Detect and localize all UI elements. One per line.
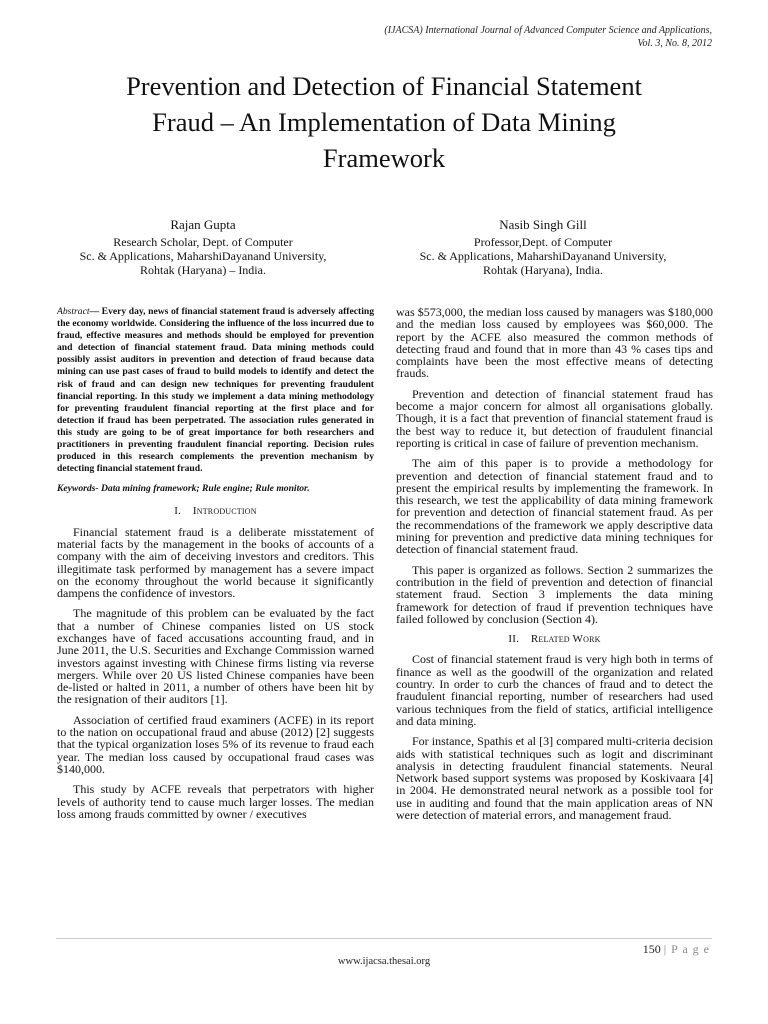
footer-divider — [56, 938, 712, 939]
author-affiliation-line: Research Scholar, Dept. of Computer — [113, 235, 293, 249]
author-block-1 — [38, 218, 368, 277]
body-paragraph: Prevention and detection of financial statement fraud has become a major concern for almost all organisations globally. Though, it is a fact that prevention of financial statement fraud is the best way to reduce it, but detection of fraudulent financial reporting is critical in case of failure of prevention mechanism. — [396, 386, 713, 450]
body-paragraph: The aim of this paper is to provide a methodology for prevention and detection of financial statement fraud and to present the empirical results by implementing the framework. In this research, we test the applicability of data mining framework for prevention and detection of financial statement fraud. As per the recommendations of the framework we apply descriptive data mining for prevention and predictive data mining techniques for detection of financial statement fraud. — [396, 456, 713, 557]
right-column — [396, 306, 713, 829]
author-name: Rajan Gupta — [170, 217, 236, 232]
abstract-label: Abstract — [57, 306, 90, 317]
body-paragraph: The magnitude of this problem can be evaluated by the fact that a number of Chinese companies listed on US stock exchanges have of faced accusations accounting fraud, and in June 2011, the U.S. Securities and Exchange Commission warned investors against investing with Chinese firms listing via reverse mergers. While over 20 US listed Chinese companies have been de-listed or halted in 2011, a number of others have been hit by the resignation of their auditors [1]. — [57, 606, 374, 707]
journal-volume: Vol. 3, No. 8, 2012 — [637, 38, 712, 49]
author-name: Nasib Singh Gill — [499, 217, 587, 232]
title-line-1: Prevention and Detection of Financial Statement — [126, 71, 642, 101]
page-number — [643, 942, 710, 957]
body-paragraph: Financial statement fraud is a deliberate misstatement of material facts by the management in the books of accounts of a company with the aim of deceiving investors and creditors. This illegitimate task performed by management has a severe impact on the economy throughout the world because it significantly dampens the confidence of investors. — [57, 524, 374, 601]
body-paragraph: This paper is organized as follows. Section 2 summarizes the contribution in the field of prevention and detection of financial statement fraud. Section 3 implements the data mining framework for detection of fraud if prevention techniques have failed followed by conclusion (Section 4). — [396, 562, 713, 626]
paper-title — [40, 68, 728, 176]
journal-name: (IJACSA) International Journal of Advanced Computer Science and Applications, — [384, 25, 712, 36]
journal-header — [384, 24, 712, 50]
keywords: Keywords- Data mining framework; Rule engine; Rule monitor. — [57, 483, 310, 495]
page-number-value: 150 — [642, 942, 661, 956]
body-paragraph: Cost of financial statement fraud is very high both in terms of finance as well as the goodwill of the organization and related country. In order to curb the chances of fraud and to detect the fraudulent financial reporting, number of researchers had used various techniques from the field of statics, artificial intelligence and data mining. — [396, 652, 713, 728]
abstract — [57, 306, 374, 475]
body-paragraph: was $573,000, the median loss caused by managers was $180,000 and the median loss caused by employees was $60,000. The report by the ACFE also measured the common methods of detecting fraud and found that in more than 43 % cases tips and complaints have been the most effective means of detecting frauds. — [396, 305, 713, 381]
left-column — [57, 306, 374, 828]
body-paragraph: This study by ACFE reveals that perpetrators with higher levels of authority tend to cause much larger losses. The median loss among frauds committed by owner / executives — [57, 782, 374, 821]
abstract-text: — Every day, news of financial statement fraud is adversely affecting the economy worldwide. Considering the influence of the loss incurred due to fraud, effective measures and methods should be employed for prevention and detection of financial statement fraud. Data mining methods could possibly assist auditors in prevention and detection of fraud because data mining can use past cases of fraud to build models to identify and detect the risk of fraud and can design new techniques for preventing fraudulent financial reporting. In this study we implement a data mining methodology for preventing fraudulent financial reporting at the first place and for detection if fraud has been perpetrated. The association rules generated in this study are going to be of great importance for both researchers and practitioners in preventing fraudulent financial reporting. Decision rules produced in this research complements the prevention mechanism by detecting financial statement fraud. — [57, 306, 374, 475]
author-affiliation-line: Rohtak (Haryana) – India. — [140, 263, 266, 277]
section-heading-introduction: I. Introduction — [174, 505, 257, 518]
author-affiliation-line: Sc. & Applications, MaharshiDayanand University, — [419, 249, 667, 263]
author-affiliation-line: Professor,Dept. of Computer — [473, 235, 613, 249]
author-affiliation-line: Sc. & Applications, MaharshiDayanand University, — [79, 249, 327, 263]
author-block-2 — [378, 218, 708, 277]
section-heading-related-work: II. Related Work — [508, 633, 601, 646]
title-line-2: Fraud – An Implementation of Data Mining — [152, 107, 616, 137]
journal-website: www.ijacsa.thesai.org — [337, 956, 431, 967]
body-paragraph: Association of certified fraud examiners (ACFE) in its report to the nation on occupational fraud and abuse (2012) [2] suggests that the typical organization loses 5% of its revenue to fraud each year. The median loss caused by occupational fraud cases was $140,000. — [57, 712, 374, 776]
author-affiliation-line: Rohtak (Haryana), India. — [483, 263, 603, 277]
body-paragraph: For instance, Spathis et al [3] compared multi-criteria decision aids with statistical techniques such as logit and discriminant analysis in detecting fraudulent financial statements. Neural Network based support systems was proposed by Koskivaara [4] in 2004. He demonstrated neural network as a possible tool for use in auditing and found that the main application areas of NN were detection of material errors, and management fraud. — [396, 734, 713, 822]
title-line-3: Framework — [322, 143, 446, 173]
page-label: | P a g e — [663, 942, 710, 956]
